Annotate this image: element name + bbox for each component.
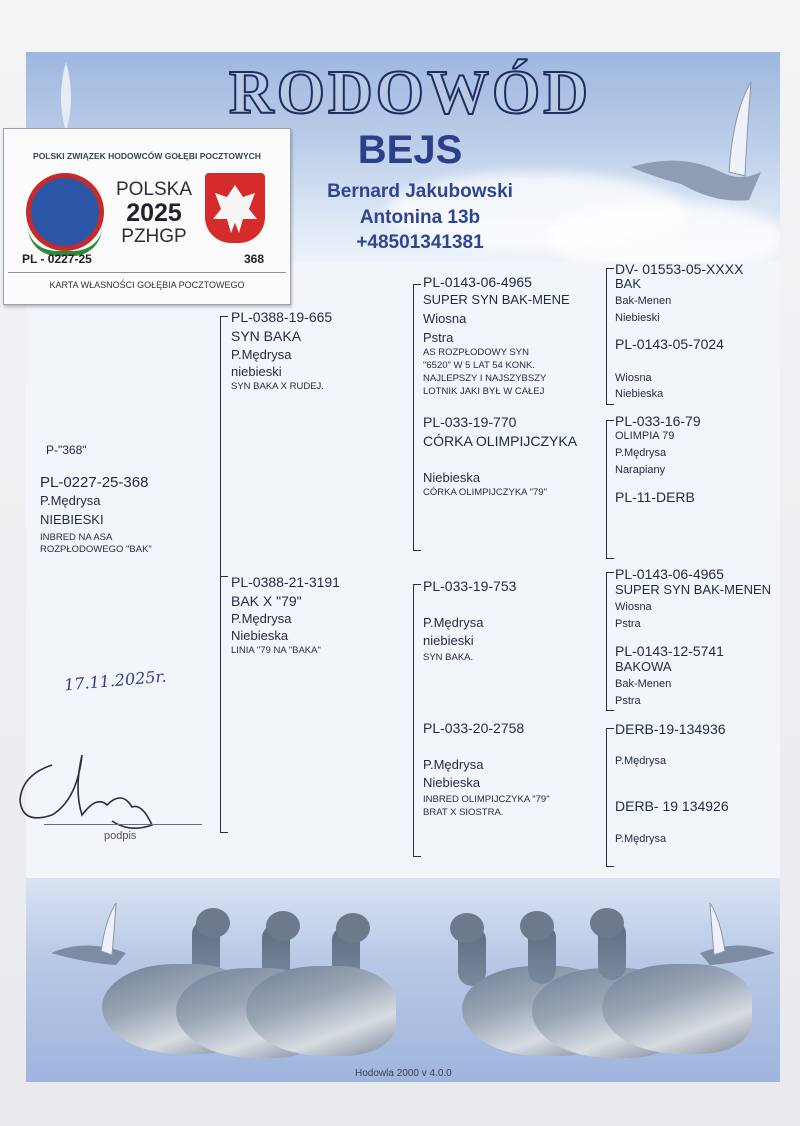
bracket-gen3 [606,420,607,558]
mff-breeder: Wiosna [615,601,652,613]
bracket-gen3 [606,268,607,404]
mm-note: BRAT X SIOSTRA. [423,807,504,818]
mother-ring: PL-0388-21-3191 [231,574,340,590]
ff-note: LOTNIK JAKI BYŁ W CAŁEJ [423,386,545,397]
pigeon-head-icon [590,908,624,938]
owner-name: Bernard Jakubowski [327,181,513,202]
bracket-father-parents [413,284,414,550]
subject-note: ROZPŁODOWEGO "BAK" [40,544,152,555]
owner-address: Antonina 13b [359,207,481,228]
pigeon-head-icon [520,911,554,941]
mm-ring: PL-033-20-2758 [423,720,525,736]
pigeon-head-icon [450,913,484,943]
mm-note: INBRED OLIMPIJCZYKA "79" [423,794,550,805]
mfm-breeder: Bak-Menen [615,678,672,690]
mother-note: LINIA "79 NA "BAKA" [231,645,321,656]
father-color: niebieski [231,364,282,379]
father-breeder: P.Mędrysa [231,347,292,362]
bracket-tick [413,584,421,585]
father-note: SYN BAKA X RUDEJ. [231,381,324,392]
bracket-tick [606,572,614,573]
pigeon-head-icon [196,908,230,938]
card-band: PL - 0227-25 [22,252,92,266]
flying-pigeon-icon [621,72,771,222]
mother-color: Niebieska [231,628,289,643]
ownership-card [3,128,291,305]
owner-phone: +48501341381 [356,232,484,253]
card-caption: KARTA WŁASNOŚCI GOŁĘBIA POCZTOWEGO [49,280,245,290]
ff-color: Pstra [423,330,454,345]
pigeon-body-icon [246,966,396,1056]
subject-color: NIEBIESKI [40,512,104,527]
pigeon-head-icon [266,911,300,941]
mff-ring: PL-0143-06-4965 [615,566,724,582]
software-credit: Hodowla 2000 v 4.0.0 [355,1068,452,1079]
fff-breeder: Bak-Menen [615,295,672,307]
page-title: RODOWÓD [229,59,591,127]
fmf-ring: PL-033-16-79 [615,413,701,429]
signature-line [44,824,202,825]
mmf-breeder: P.Mędrysa [615,755,667,767]
ffm-breeder: Wiosna [615,372,652,384]
bracket-tick [606,728,614,729]
father-name: SYN BAKA [231,328,302,344]
pigeon-head-icon [336,913,370,943]
fmm-ring: PL-11-DERB [615,489,695,505]
mf-breeder: P.Mędrysa [423,615,484,630]
subject-ring: PL-0227-25-368 [40,474,149,491]
bracket-tick [606,404,614,405]
footer-banner [26,878,780,1082]
fm-name: CÓRKA OLIMPIJCZYKA [423,433,578,449]
pigeon-name: BEJS [357,128,463,172]
ff-ring: PL-0143-06-4965 [423,274,532,290]
subject-nickname: P-"368" [46,443,87,457]
card-divider [8,272,286,273]
fmf-color: Narapiany [615,464,666,476]
mf-note: SYN BAKA. [423,652,474,663]
card-association: POLSKI ZWIĄZEK HODOWCÓW GOŁĘBI POCZTOWYCH [33,151,261,161]
mmm-ring: DERB- 19 134926 [615,798,729,814]
mf-ring: PL-033-19-753 [423,578,517,594]
signature-icon [12,745,182,840]
wing-decoration-icon [51,62,81,132]
fm-note: CÓRKA OLIMPIJCZYKA "79" [423,487,547,498]
ff-note: AS ROZPŁODOWY SYN [423,347,529,358]
father-ring: PL-0388-19-665 [231,309,333,325]
mff-color: Pstra [615,618,641,630]
bracket-tick [220,576,228,577]
fm-color: Niebieska [423,470,481,485]
flying-pigeon-icon [46,903,136,983]
fff-name: BAK [615,276,642,291]
mfm-name: BAKOWA [615,659,672,674]
bracket-gen3 [606,728,607,866]
card-year: 2025 [126,199,182,227]
subject-note: INBRED NA ASA [40,532,113,543]
ff-note: "6520" W 5 LAT 54 KONK. [423,360,536,371]
mother-name: BAK X "79" [231,593,302,609]
bracket-tick [413,284,421,285]
fmf-name: OLIMPIA 79 [615,430,675,442]
signature-label: podpis [104,830,137,842]
mf-color: niebieski [423,633,474,648]
bracket-tick [220,832,228,833]
fff-ring: DV- 01553-05-XXXX [615,261,744,277]
bracket-tick [413,856,421,857]
ffm-color: Niebieska [615,388,664,400]
fmf-breeder: P.Mędrysa [615,447,667,459]
bracket-gen3 [606,572,607,710]
mmm-breeder: P.Mędrysa [615,833,667,845]
bracket-tick [606,866,614,867]
card-country: POLSKA [115,179,193,200]
bracket-parents [220,316,221,832]
bracket-tick [413,550,421,551]
bracket-tick [606,710,614,711]
mm-breeder: P.Mędrysa [423,757,484,772]
mfm-ring: PL-0143-12-5741 [615,643,724,659]
handwritten-date: 17.11.2025r. [63,666,168,695]
bracket-tick [606,268,614,269]
bracket-tick [606,558,614,559]
polish-eagle-icon [205,173,265,243]
mother-breeder: P.Mędrysa [231,611,292,626]
subject-breeder: P.Mędrysa [40,493,101,508]
bracket-tick [220,316,228,317]
ffm-ring: PL-0143-05-7024 [615,336,724,352]
fff-color: Niebieski [615,312,660,324]
card-org: PZHGP [121,226,187,247]
mff-name: SUPER SYN BAK-MENEN [615,582,772,597]
ff-breeder: Wiosna [423,311,467,326]
mmf-ring: DERB-19-134936 [615,721,726,737]
bracket-mother-parents [413,584,414,856]
mm-color: Niebieska [423,775,481,790]
mfm-color: Pstra [615,695,641,707]
pigeon-body-icon [602,964,752,1054]
ff-name: SUPER SYN BAK-MENE [423,292,570,307]
card-number: 368 [244,252,265,266]
bracket-tick [606,420,614,421]
fm-ring: PL-033-19-770 [423,414,517,430]
ff-note: NAJLEPSZY I NAJSZYBSZY [423,373,547,384]
